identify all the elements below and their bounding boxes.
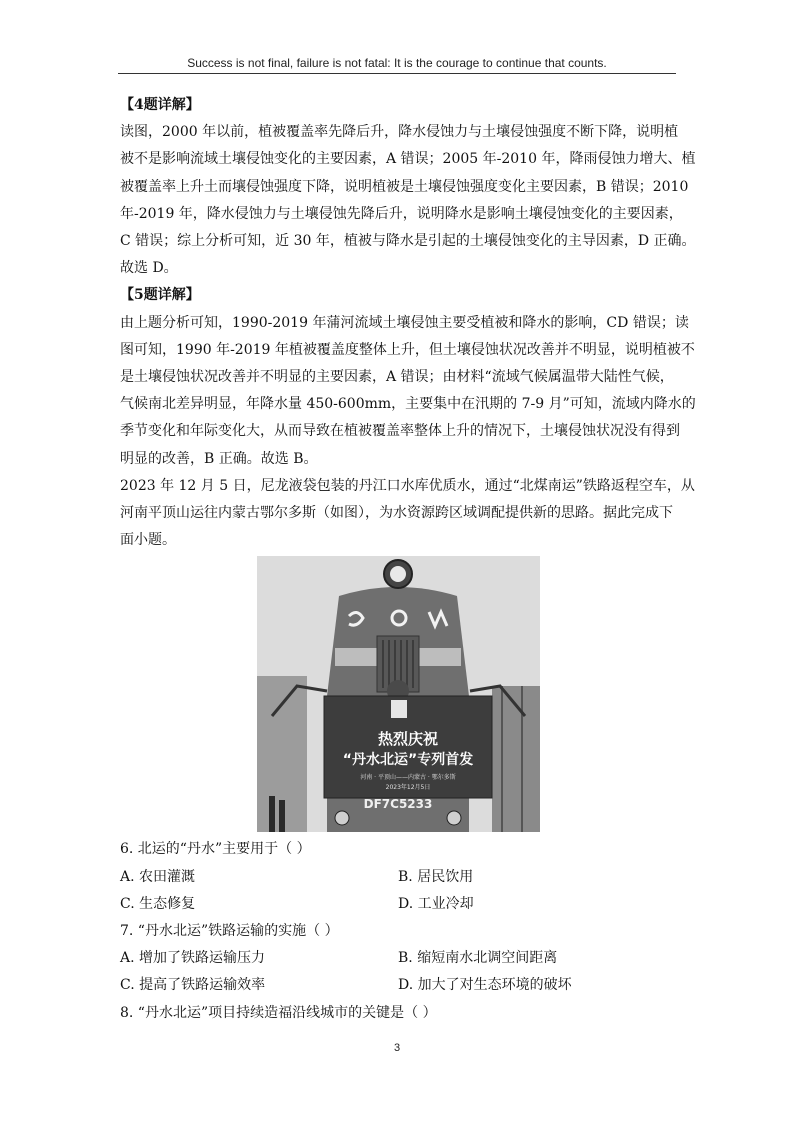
q5-line: 气候南北差异明显，年降水量 450-600mm，主要集中在汛期的 7-9 月”可知，流域内降水的 <box>120 396 696 413</box>
option[interactable]: A. 增加了铁路运输压力 <box>120 950 266 967</box>
question-7-options <box>120 945 676 999</box>
banner-date: 2023年12月5日 <box>385 784 430 792</box>
q4-line: 读图，2000 年以前，植被覆盖率先降后升，降水侵蚀力与土壤侵蚀强度不断下降，说明植 <box>120 124 679 141</box>
question-8-stem: 8. “丹水北运”项目持续造福沿线城市的关键是（ ） <box>120 1004 437 1021</box>
option[interactable]: C. 生态修复 <box>120 895 196 912</box>
page-number: 3 <box>393 1042 401 1054</box>
q4-line: 被覆盖率上升土而壤侵蚀强度下降，说明植被是土壤侵蚀强度变化主要因素，B 错误；2010 <box>120 178 689 195</box>
banner-title: 热烈庆祝 <box>377 730 438 749</box>
question-6-options <box>120 864 676 918</box>
locomotive-number: DF7C5233 <box>363 797 432 812</box>
material-intro-line: 面小题。 <box>120 532 176 549</box>
page-header-motto: Success is not final, failure is not fatal: It is the courage to continue that counts. <box>187 56 607 70</box>
person-silhouette <box>279 800 285 832</box>
q4-line: 被不是影响流域土壤侵蚀变化的主要因素，A 错误；2005 年-2010 年，降雨侵蚀力增大、植 <box>120 151 696 168</box>
figure-container <box>120 556 676 832</box>
header-divider <box>118 73 676 74</box>
option[interactable]: D. 加大了对生态环境的破坏 <box>398 977 572 994</box>
option[interactable]: D. 工业冷却 <box>398 895 474 912</box>
headlight-lens <box>390 566 406 582</box>
banner-logo <box>391 700 407 718</box>
option[interactable]: A. 农田灌溉 <box>120 868 196 885</box>
q5-line: 明显的改善，B 正确。故选 B。 <box>120 450 318 467</box>
material-intro-line: 2023 年 12 月 5 日，尼龙液袋包装的丹江口水库优质水，通过“北煤南运”铁路返程空车，从 <box>120 477 695 494</box>
background-structure <box>492 686 540 832</box>
person-silhouette <box>269 796 275 832</box>
option[interactable]: B. 居民饮用 <box>398 868 474 885</box>
locomotive-photo <box>257 556 540 832</box>
q4-line: C 错误；综上分析可知，近 30 年，植被与降水是引起的土壤侵蚀变化的主导因素，D 正确。 <box>120 233 696 250</box>
q5-explanation-heading: 【5题详解】 <box>120 287 200 304</box>
lower-lamp <box>447 811 461 825</box>
question-7-stem: 7. “丹水北运”铁路运输的实施（ ） <box>120 923 339 940</box>
question-6-stem: 6. 北运的“丹水”主要用于（ ） <box>120 841 311 858</box>
q4-explanation-heading: 【4题详解】 <box>120 97 200 113</box>
q5-line: 由上题分析可知，1990-2019 年蒲河流域土壤侵蚀主要受植被和降水的影响，CD 错误；读 <box>120 314 689 331</box>
option[interactable]: C. 提高了铁路运输效率 <box>120 977 266 994</box>
banner-subtitle: “丹水北运”专列首发 <box>342 752 473 769</box>
lower-lamp <box>335 811 349 825</box>
q4-line: 故选 D。 <box>120 260 178 277</box>
q5-line: 是土壤侵蚀状况改善并不明显的主要因素，A 错误；由材料“流域气候属温带大陆性气候， <box>120 369 674 386</box>
q4-line: 年-2019 年，降水侵蚀力与土壤侵蚀先降后升，说明降水是影响土壤侵蚀变化的主要因素， <box>120 205 683 222</box>
q5-line: 图可知，1990 年-2019 年植被覆盖度整体上升，但土壤侵蚀状况改善并不明显，说明植被不 <box>120 341 695 358</box>
banner-route: 河南 · 平顶山——内蒙古 · 鄂尔多斯 <box>359 774 456 782</box>
option[interactable]: B. 缩短南水北调空间距离 <box>398 950 558 967</box>
document-body <box>120 92 696 1027</box>
q5-line: 季节变化和年际变化大，从而导致在植被覆盖率整体上升的情况下，土壤侵蚀状况没有得到 <box>120 423 680 440</box>
material-intro-line: 河南平顶山运往内蒙古鄂尔多斯（如图），为水资源跨区域调配提供新的思路。据此完成下 <box>120 505 673 522</box>
